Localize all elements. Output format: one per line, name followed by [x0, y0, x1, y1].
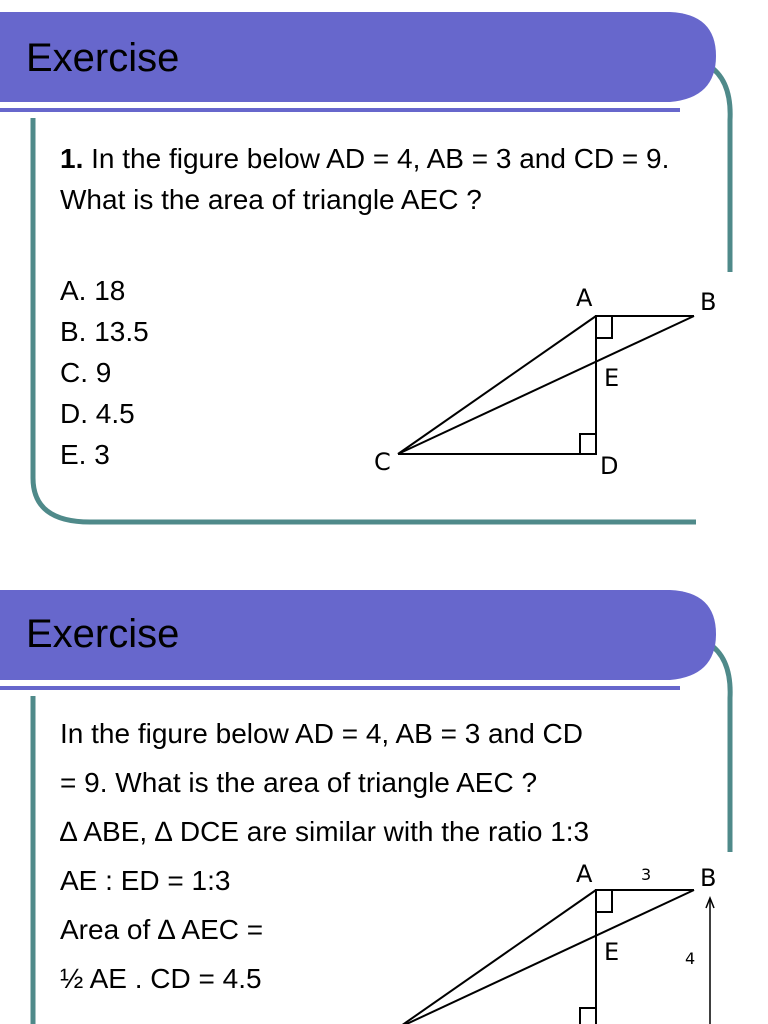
question-number: 1.	[60, 143, 84, 174]
label-b: B	[700, 288, 717, 316]
question-text	[60, 138, 700, 220]
solution-line-6: ½ AE . CD = 4.5	[60, 963, 262, 994]
triangle-figure	[360, 270, 740, 490]
choice-c: C. 9	[60, 357, 112, 388]
answer-choices	[60, 270, 149, 475]
choice-d: D. 4.5	[60, 398, 135, 429]
label-ab-length: 3	[641, 865, 652, 884]
slide-title: Exercise	[26, 36, 180, 80]
triangle-figure	[360, 848, 760, 1024]
label-height: 4	[685, 949, 696, 968]
solution-line-4: AE : ED = 1:3	[60, 865, 231, 896]
choice-e: E. 3	[60, 439, 110, 470]
label-a: A	[576, 860, 593, 888]
label-d: D	[600, 452, 619, 480]
solution-line-2: = 9. What is the area of triangle AEC ?	[60, 767, 538, 798]
choice-b: B. 13.5	[60, 316, 149, 347]
label-a: A	[576, 284, 593, 312]
label-c: C	[374, 448, 391, 476]
solution-line-5: Area of ∆ AEC =	[60, 914, 264, 945]
solution-line-3: ∆ ABE, ∆ DCE are similar with the ratio 1:3	[60, 816, 590, 847]
label-e: E	[604, 364, 620, 392]
choice-a: A. 18	[60, 275, 126, 306]
slide-title: Exercise	[26, 612, 180, 656]
label-b: B	[700, 864, 717, 892]
label-e: E	[604, 938, 620, 966]
slide-2	[0, 578, 768, 1024]
question-body: In the figure below AD = 4, AB = 3 and CD = 9. What is the area of triangle AEC ?	[60, 143, 670, 215]
solution-line-1: In the figure below AD = 4, AB = 3 and CD	[60, 718, 583, 749]
